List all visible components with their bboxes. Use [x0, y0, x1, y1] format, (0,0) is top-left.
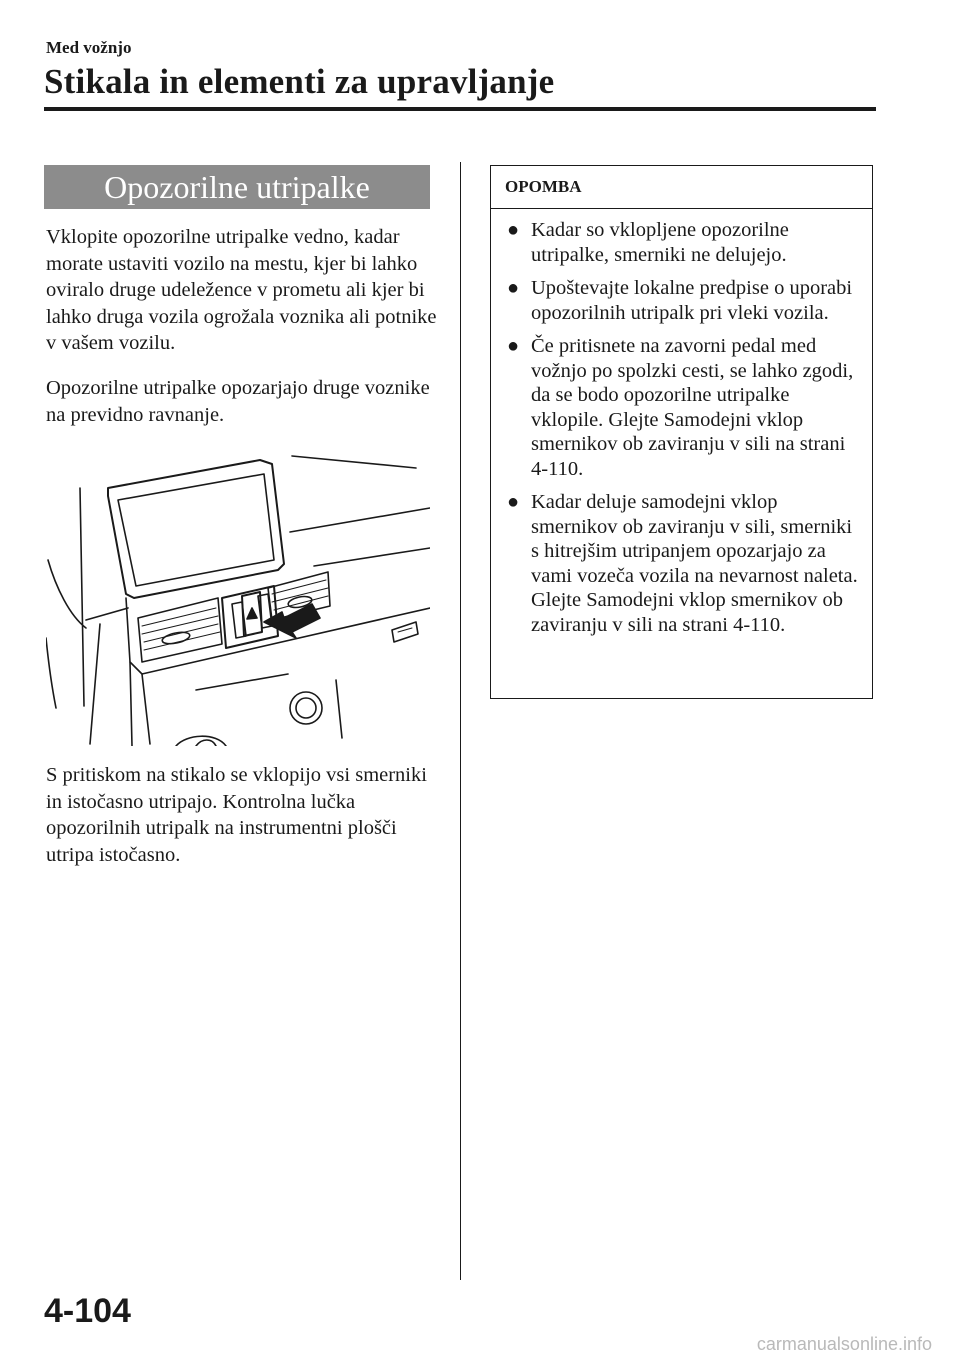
header-rule — [44, 107, 876, 111]
switch-function-paragraph: S pritiskom na stikalo se vklopijo vsi smerniki in istočasno utripajo. Kontrolna lučka opozorilnih utripalk na instrumentni plošči utripa istočasno. — [46, 764, 427, 866]
column-divider — [460, 162, 461, 1280]
note-item-text: Kadar deluje samodejni vklop smernikov ob zaviranju v sili, smerniki s hitrejšim utripanjem opozarjajo za vami vozeča vozila na nevarnost naleta. Glejte Samodejni vklop smernikov ob zaviranju v sili na strani 4-110. — [531, 491, 858, 636]
intro-paragraph: Vklopite opozorilne utripalke vedno, kadar morate ustaviti vozilo na mestu, kjer bi lahko oviralo druge udeležence v prometu ali kjer bi lahko druga vozila ogrožala voznika ali potnike v vašem vozilu. — [46, 226, 437, 354]
note-item — [503, 276, 863, 325]
note-item — [503, 334, 863, 481]
note-item — [503, 490, 863, 637]
bullet-icon: ● — [507, 219, 520, 241]
note-box — [490, 165, 873, 699]
section-title: Opozorilne utripalke — [44, 165, 430, 209]
bullet-icon: ● — [507, 491, 520, 513]
note-title: OPOMBA — [505, 177, 582, 196]
note-title-rule — [491, 208, 872, 209]
hazard-switch-illustration — [46, 448, 430, 746]
note-item-text: Upoštevajte lokalne predpise o uporabi opozorilnih utripalk pri vleki vozila. — [531, 277, 853, 324]
note-item-text: Če pritisnete na zavorni pedal med vožnjo po spolzki cesti, se lahko zgodi, da se bodo opozorilne utripalke vklopile. Glejte Samodejni vklop smernikov ob zaviranju v sili na strani 4-110. — [531, 335, 854, 480]
page-header-title: Stikala in elementi za upravljanje — [44, 62, 555, 101]
bullet-icon: ● — [507, 277, 520, 299]
bullet-icon: ● — [507, 335, 520, 357]
section-label: Med vožnjo — [46, 38, 132, 57]
warning-paragraph: Opozorilne utripalke opozarjajo druge voznike na previdno ravnanje. — [46, 377, 430, 426]
watermark: carmanualsonline.info — [756, 1334, 932, 1354]
page-number: 4-104 — [44, 1292, 131, 1330]
note-item-text: Kadar so vklopljene opozorilne utripalke, smerniki ne delujejo. — [531, 219, 789, 266]
note-item — [503, 218, 863, 267]
note-list — [503, 218, 863, 646]
